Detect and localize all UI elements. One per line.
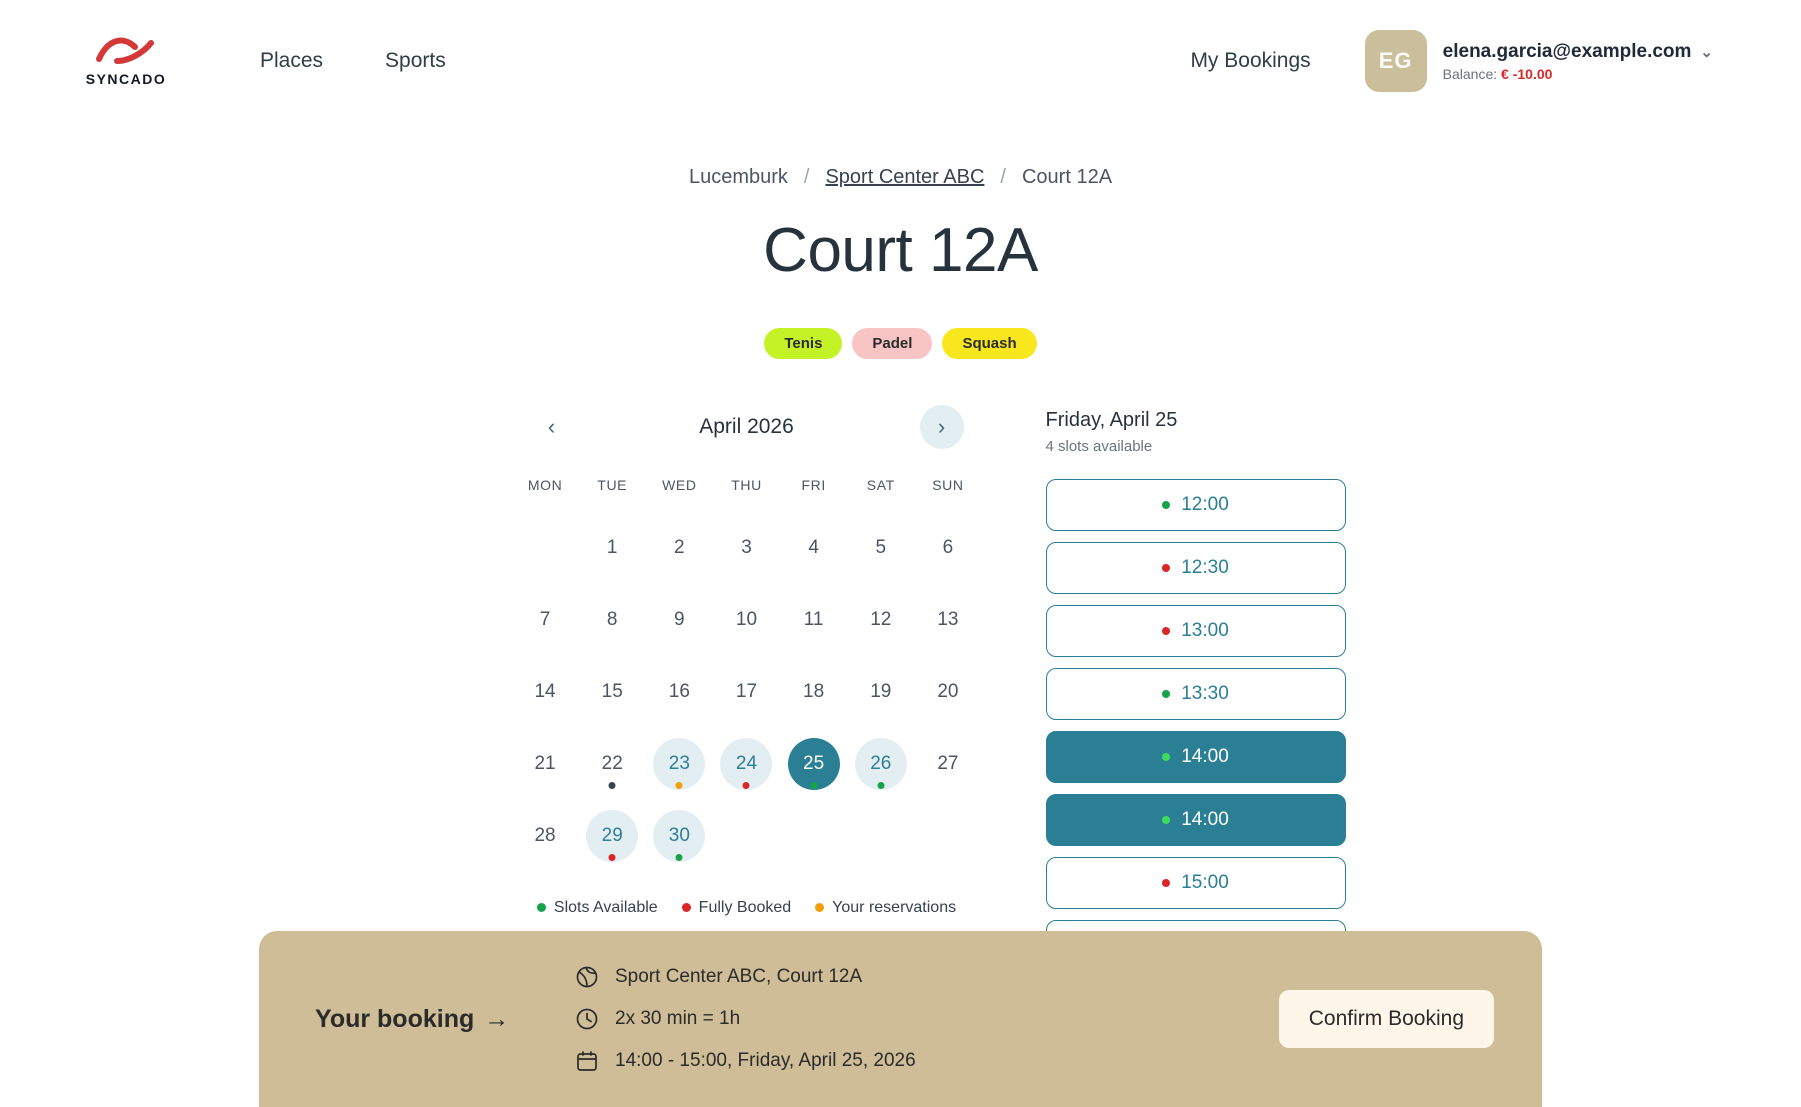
calendar-day[interactable]: [579, 731, 646, 797]
slot-time: 12:00: [1181, 493, 1229, 515]
account-balance: [1443, 66, 1713, 82]
day-status-dot: [609, 854, 616, 861]
calendar-legend: [512, 899, 982, 917]
legend-label: Slots Available: [553, 898, 658, 916]
calendar-day-label: [922, 810, 974, 862]
slots-availability: 4 slots available: [1045, 437, 1153, 455]
tag-tenis: Tenis: [764, 328, 842, 359]
calendar-day[interactable]: [512, 731, 579, 797]
calendar-day-label: [720, 810, 772, 862]
calendar-day-label: 3: [741, 536, 752, 558]
calendar: [512, 405, 982, 972]
legend-item-available: [537, 899, 658, 917]
breadcrumb-separator: /: [1000, 166, 1006, 188]
main-content: [0, 405, 1801, 972]
booking-summary-bar: [259, 931, 1542, 1107]
booking-datetime-row: [575, 1049, 916, 1073]
calendar-day-label: 29: [586, 810, 638, 862]
calendar-day-label: 24: [720, 738, 772, 790]
slot-time: 14:00: [1181, 745, 1229, 767]
calendar-day[interactable]: [512, 587, 579, 653]
calendar-dow-sat: SAT: [866, 476, 895, 493]
calendar-dow-tue: TUE: [597, 476, 628, 493]
account-info: [1443, 41, 1713, 82]
calendar-icon: [575, 1049, 599, 1073]
slot-button[interactable]: [1046, 668, 1346, 720]
calendar-dow-mon: MON: [527, 476, 563, 493]
slot-time: 13:30: [1181, 682, 1229, 704]
day-status-dot: [743, 782, 750, 789]
calendar-day-label: 19: [870, 680, 892, 702]
calendar-day-label: 15: [601, 680, 623, 702]
calendar-day-label: 9: [674, 608, 685, 630]
slot-status-dot-icon: [1162, 501, 1170, 509]
calendar-day-label: 7: [539, 608, 551, 630]
day-status-dot: [609, 782, 616, 789]
legend-label: Your reservations: [832, 898, 957, 916]
calendar-day-label: 14: [534, 680, 556, 702]
calendar-month-label: April 2026: [699, 414, 794, 438]
calendar-day-label: 28: [534, 824, 556, 846]
calendar-day-label: 23: [653, 738, 705, 790]
calendar-day[interactable]: [646, 587, 713, 653]
calendar-grid: [512, 477, 982, 869]
calendar-day-label: 10: [735, 608, 758, 630]
breadcrumb: [0, 166, 1801, 189]
calendar-dow-fri: FRI: [801, 476, 826, 493]
calendar-day[interactable]: [914, 731, 981, 797]
account-email-text: elena.garcia@example.com: [1442, 40, 1692, 62]
booking-details: [575, 965, 916, 1073]
confirm-booking-button[interactable]: Confirm Booking: [1279, 990, 1494, 1048]
booking-title-text: Your booking: [315, 1004, 475, 1033]
calendar-day[interactable]: [579, 803, 646, 869]
calendar-day[interactable]: [713, 515, 780, 581]
slot-status-dot-icon: [1162, 564, 1170, 572]
day-status-dot: [877, 782, 884, 789]
calendar-day-label: 17: [735, 680, 758, 702]
page-title: Court 12A: [763, 216, 1038, 285]
slot-button[interactable]: [1046, 479, 1346, 531]
clock-icon: [575, 1007, 599, 1031]
calendar-day-label: 25: [788, 738, 840, 790]
slot-button-selected[interactable]: [1046, 731, 1346, 783]
account-menu[interactable]: [1365, 30, 1713, 92]
legend-dot-red-icon: [682, 903, 691, 912]
calendar-day[interactable]: [646, 731, 713, 797]
balance-label: Balance:: [1442, 65, 1498, 82]
calendar-day[interactable]: [713, 731, 780, 797]
day-status-dot: [810, 782, 817, 789]
calendar-day-label: 6: [942, 536, 954, 558]
booking-duration: 2x 30 min = 1h: [615, 1008, 741, 1029]
day-status-dot: [676, 854, 683, 861]
legend-label: Fully Booked: [698, 898, 792, 916]
slot-time: 13:00: [1181, 619, 1229, 641]
calendar-day-label: [788, 810, 840, 862]
my-bookings-link[interactable]: My Bookings: [1190, 49, 1311, 72]
calendar-day[interactable]: [512, 659, 579, 725]
logo-text: SYNCADO: [85, 71, 167, 87]
calendar-day[interactable]: [847, 659, 914, 725]
calendar-day-label: 4: [808, 536, 819, 558]
day-status-dot: [676, 782, 683, 789]
calendar-day: [512, 515, 579, 581]
balance-value: € -10.00: [1501, 65, 1553, 82]
slot-status-dot-icon: [1162, 753, 1170, 761]
calendar-day[interactable]: [847, 587, 914, 653]
calendar-day-label: 11: [803, 608, 824, 630]
calendar-day-label: [519, 522, 571, 574]
legend-item-reservations: [815, 899, 956, 917]
booking-location-row: [575, 965, 916, 989]
legend-dot-orange-icon: [815, 903, 824, 912]
calendar-header: [512, 405, 982, 449]
calendar-day-label: 18: [803, 680, 825, 702]
prev-month-button[interactable]: ‹: [530, 405, 574, 449]
calendar-day[interactable]: [914, 587, 981, 653]
calendar-day-label: 1: [606, 536, 618, 558]
calendar-day-label: 2: [674, 536, 685, 558]
calendar-day[interactable]: [512, 803, 579, 869]
ball-icon: [575, 965, 599, 989]
calendar-day: [713, 803, 780, 869]
booking-location: Sport Center ABC, Court 12A: [615, 966, 863, 987]
slot-time: 14:00: [1181, 808, 1229, 830]
account-email: [1443, 41, 1713, 63]
calendar-day[interactable]: [914, 659, 981, 725]
calendar-day-label: 21: [534, 752, 556, 774]
calendar-day[interactable]: [713, 659, 780, 725]
slot-list: [1046, 479, 1346, 972]
booking-duration-row: [575, 1007, 916, 1031]
avatar: EG: [1365, 30, 1427, 92]
legend-item-booked: [682, 899, 792, 917]
calendar-dow-sun: SUN: [932, 476, 964, 493]
calendar-day[interactable]: [579, 515, 646, 581]
calendar-day-label: 20: [937, 680, 959, 702]
calendar-day-label: 22: [586, 738, 638, 790]
calendar-day-label: 8: [606, 608, 618, 630]
booking-datetime: 14:00 - 15:00, Friday, April 25, 2026: [615, 1050, 916, 1071]
main-nav: [260, 49, 446, 73]
slot-status-dot-icon: [1162, 690, 1170, 698]
calendar-day[interactable]: [847, 731, 914, 797]
tag-padel: Padel: [852, 328, 932, 359]
booking-title: [315, 1005, 565, 1034]
breadcrumb-city[interactable]: Lucemburk: [688, 166, 788, 188]
breadcrumb-court: Court 12A: [1021, 166, 1113, 188]
calendar-day-label: 5: [875, 536, 887, 558]
calendar-day[interactable]: [780, 515, 847, 581]
calendar-day-label: 16: [668, 680, 690, 702]
slot-time: 12:30: [1181, 556, 1229, 578]
calendar-day-label: [855, 810, 907, 862]
chevron-down-icon[interactable]: ⌄: [1700, 43, 1713, 61]
slot-button[interactable]: [1046, 857, 1346, 909]
calendar-day[interactable]: [579, 659, 646, 725]
calendar-day-selected[interactable]: [780, 731, 847, 797]
tag-squash: Squash: [942, 328, 1036, 359]
calendar-day-label: 27: [937, 752, 959, 774]
calendar-day: [914, 803, 981, 869]
sport-tags: [0, 328, 1801, 359]
calendar-day-label: 30: [653, 810, 705, 862]
next-month-button[interactable]: ›: [920, 405, 964, 449]
slot-button[interactable]: [1046, 605, 1346, 657]
nav-item-places[interactable]: Places: [260, 49, 324, 72]
calendar-day-label: 26: [855, 738, 907, 790]
slot-button-selected[interactable]: [1046, 794, 1346, 846]
calendar-day[interactable]: [646, 515, 713, 581]
arrow-right-icon: →: [484, 1004, 510, 1033]
breadcrumb-separator: /: [803, 166, 810, 188]
slot-status-dot-icon: [1162, 627, 1170, 635]
calendar-day[interactable]: [646, 659, 713, 725]
calendar-dow-thu: THU: [731, 476, 762, 493]
calendar-day[interactable]: [646, 803, 713, 869]
calendar-day[interactable]: [780, 659, 847, 725]
calendar-day-label: 12: [870, 608, 892, 630]
slot-status-dot-icon: [1162, 816, 1170, 824]
calendar-day: [847, 803, 914, 869]
syncado-logo-icon: [95, 35, 157, 67]
calendar-day[interactable]: [713, 587, 780, 653]
calendar-day[interactable]: [847, 515, 914, 581]
calendar-day: [780, 803, 847, 869]
calendar-day[interactable]: [579, 587, 646, 653]
slots-date: Friday, April 25: [1045, 408, 1178, 431]
calendar-day-label: 13: [937, 608, 959, 630]
slots-panel: [1046, 405, 1346, 972]
slot-status-dot-icon: [1162, 879, 1170, 887]
breadcrumb-venue[interactable]: Sport Center ABC: [825, 166, 985, 188]
calendar-day[interactable]: [780, 587, 847, 653]
slot-time: 15:00: [1181, 871, 1229, 893]
calendar-dow-wed: WED: [662, 476, 697, 493]
app-header: [0, 0, 1801, 122]
header-right: [1190, 30, 1713, 92]
legend-dot-green-icon: [537, 903, 546, 912]
slot-button[interactable]: [1046, 542, 1346, 594]
nav-item-sports[interactable]: Sports: [385, 49, 446, 72]
logo[interactable]: [78, 35, 174, 87]
calendar-day[interactable]: [914, 515, 981, 581]
